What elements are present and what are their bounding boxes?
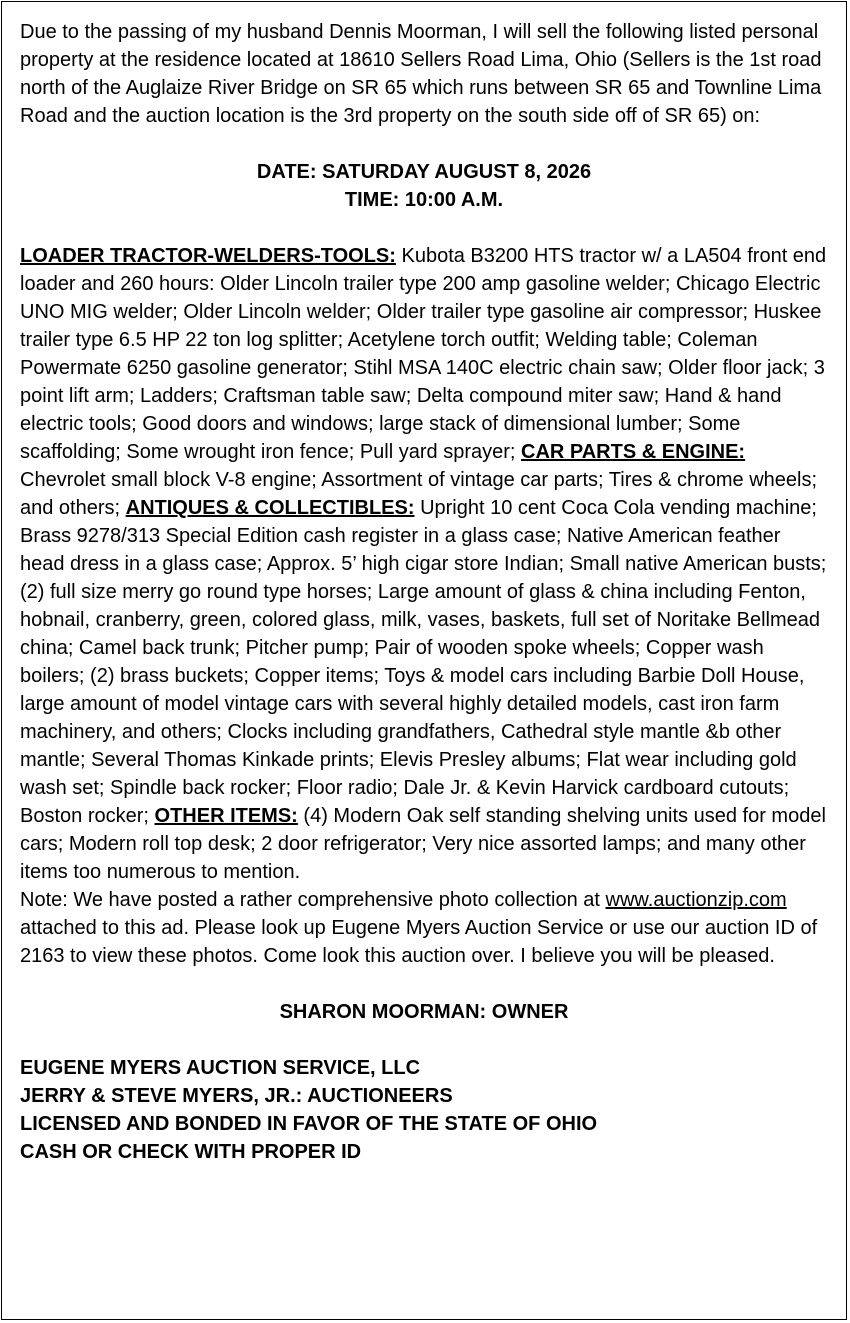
intro-paragraph: Due to the passing of my husband Dennis Moorman, I will sell the following listed personal property at the residence located at 18610 Sellers Road Lima, Ohio (Sellers is the 1st road north of the Auglaize River Bridge on SR 65 which runs between SR 65 and Townline Lima Road and the auction location is the 3rd property on the south side off of SR 65) on:	[20, 21, 822, 127]
spacer	[20, 1026, 828, 1054]
items-paragraph	[20, 242, 828, 886]
spacer	[20, 970, 828, 998]
auctioneers-line: JERRY & STEVE MYERS, JR.: AUCTIONEERS	[20, 1085, 453, 1107]
loader-tractor-header: LOADER TRACTOR-WELDERS-TOOLS:	[20, 245, 396, 267]
other-items-list: (4) Modern Oak self standing shelving units used for model cars; Modern roll top desk; 2 door refrigerator; Very nice assorted lamps; and many other items too numerous to mention.	[20, 805, 826, 883]
auction-ad	[1, 1, 847, 1320]
loader-tractor-items: Kubota B3200 HTS tractor w/ a LA504 front end loader and 260 hours: Older Lincoln trailer type 200 amp gasoline welder; Chicago Electric UNO MIG welder; Older Lincoln welder; Older trailer type gasoline air compressor; Huskee trailer type 6.5 HP 22 ton log splitter; Acetylene torch outfit; Welding table; Coleman Powermate 6250 gasoline generator; Stihl MSA 140C electric chain saw; Older floor jack; 3 point lift arm; Ladders; Craftsman table saw; Delta compound miter saw; Hand & hand electric tools; Good doors and windows; large stack of dimensional lumber; Some scaffolding; Some wrought iron fence; Pull yard sprayer;	[20, 245, 827, 463]
antiques-header: ANTIQUES & COLLECTIBLES:	[125, 497, 415, 519]
other-items-header: OTHER ITEMS:	[154, 805, 298, 827]
car-parts-items: Chevrolet small block V-8 engine; Assortment of vintage car parts; Tires & chrome wheels; and others;	[20, 469, 818, 519]
auction-time: TIME: 10:00 A.M.	[344, 189, 504, 211]
owner-line: SHARON MOORMAN: OWNER	[279, 1001, 569, 1023]
license-line: LICENSED AND BONDED IN FAVOR OF THE STATE OF OHIO	[20, 1113, 598, 1135]
spacer	[20, 130, 828, 158]
note-before: Note: We have posted a rather comprehensive photo collection at	[20, 889, 606, 911]
note-after: attached to this ad. Please look up Eugene Myers Auction Service or use our auction ID of 2163 to view these photos. Come look this auction over. I believe you will be pleased.	[20, 917, 818, 967]
payment-terms-line: CASH OR CHECK WITH PROPER ID	[20, 1141, 362, 1163]
spacer	[20, 214, 828, 242]
antiques-items: Upright 10 cent Coca Cola vending machine; Brass 9278/313 Special Edition cash register in a glass case; Native American feather head dress in a glass case; Approx. 5’ high cigar store Indian; Small native American busts; (2) full size merry go round type horses; Large amount of glass & china including Fenton, hobnail, cranberry, green, colored glass, milk, vases, baskets, full set of Noritake Bellmead china; Camel back trunk; Pitcher pump; Pair of wooden spoke wheels; Copper wash boilers; (2) brass buckets; Copper items; Toys & model cars including Barbie Doll House, large amount of model vintage cars with several highly detailed models, cast iron farm machinery, and others; Clocks including grandfathers, Cathedral style mantle &b other mantle; Several Thomas Kinkade prints; Elevis Presley albums; Flat wear including gold wash set; Spindle back rocker; Floor radio; Dale Jr. & Kevin Harvick cardboard cutouts; Boston rocker;	[20, 497, 827, 827]
auction-service-name: EUGENE MYERS AUCTION SERVICE, LLC	[20, 1057, 421, 1079]
note-paragraph	[20, 886, 828, 970]
car-parts-header: CAR PARTS & ENGINE:	[521, 441, 746, 463]
auction-date: DATE: SATURDAY AUGUST 8, 2026	[256, 161, 592, 183]
auctionzip-link[interactable]: www.auctionzip.com	[605, 889, 787, 911]
